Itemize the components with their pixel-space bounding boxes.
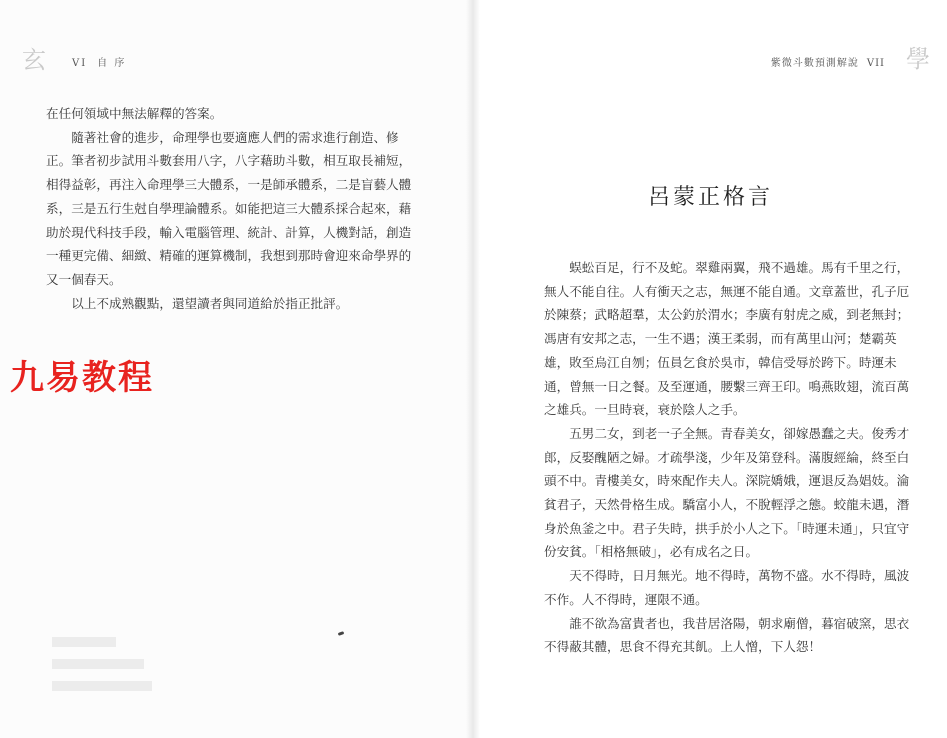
left-body-text: [46, 102, 416, 315]
book-gutter: [466, 0, 480, 738]
ink-speck: [338, 631, 345, 636]
right-paragraph-3: 天不得時，日月無光。地不得時，萬物不盛。水不得時，風波不作。人不得時，運限不通。: [544, 568, 910, 607]
left-paragraph-1: 在任何領域中無法解釋的答案。: [46, 106, 223, 121]
xue-logo-icon: 學: [906, 45, 930, 73]
right-paragraph-2: 五男二女，到老一子全無。青春美女，卻嫁愚蠢之夫。俊秀才郎，反娶醜陋之婦。才疏學淺，少年及第登科。滿腹經綸，終至白頭不中。青樓美女，時來配作夫人。深院嬌娥，運退反為娼妓。淪貧君子，天然骨格生成。驕富小人，不脫輕浮之態。蛟龍未遇，潛身於魚釜之中。君子失時，拱手於小人之下。「時運未通」，只宜守份安貧。「相格無破」，必有成名之日。: [544, 425, 910, 560]
chapter-title: 呂蒙正格言: [647, 185, 773, 210]
left-header-title: 自 序: [97, 58, 127, 69]
right-page-number: VII: [866, 58, 885, 69]
right-body-text: [544, 256, 916, 659]
left-running-header: [72, 54, 126, 69]
left-paragraph-2: 隨著社會的進步，命理學也要適應人們的需求進行創造、修正。筆者初步試用斗數套用八字，八字藉助斗數，相互取長補短，相得益彰，再注入命理學三大體系，一是師承體系，二是盲藝人體系，三是五行生尅自學理論體系。如能把這三大體系採合起來，藉助於現代科技手段，輸入電腦管理、統計、計算，人機對話，創造一種更完備、細緻、精確的運算機制，我想到那時會迎來命學界的又一個春天。: [46, 129, 412, 287]
xuan-logo-icon: 玄: [22, 46, 46, 74]
left-page-number: VI: [72, 58, 88, 69]
right-header-title: 紫微斗數預測解說: [770, 58, 859, 69]
faded-bleedthrough: [52, 630, 162, 696]
left-paragraph-3: 以上不成熟觀點，還望讀者與同道給於指正批評。: [71, 295, 349, 311]
right-paragraph-1: 蜈蚣百足，行不及蛇。翠雞兩翼，飛不過雄。馬有千里之行，無人不能自往。人有衝天之志，無運不能自通。文章蓋世，孔子厄於陳蔡；武略超羣，太公釣於渭水；李廣有射虎之威，到老無封；馮唐有安邦之志，一生不遇；漢王柔弱，而有萬里山河；楚霸英雄，敗至烏江自刎；伍員乞食於吳市，韓信受辱於跨下。時運未通，曾無一日之餐。及至運通，腰繫三齊王印。鳴燕敗翅，流百萬之雄兵。一旦時衰，衰於陰人之手。: [544, 260, 910, 418]
right-paragraph-4: 誰不欲為富貴者也，我昔居洛陽，朝求廟僧，暮宿破窯，思衣不得蔽其體，思食不得充其飢。上人憎，下人怨！: [544, 615, 910, 655]
right-page: [474, 0, 947, 738]
right-running-header: [771, 54, 885, 69]
watermark-text: 九易教程: [10, 358, 154, 398]
